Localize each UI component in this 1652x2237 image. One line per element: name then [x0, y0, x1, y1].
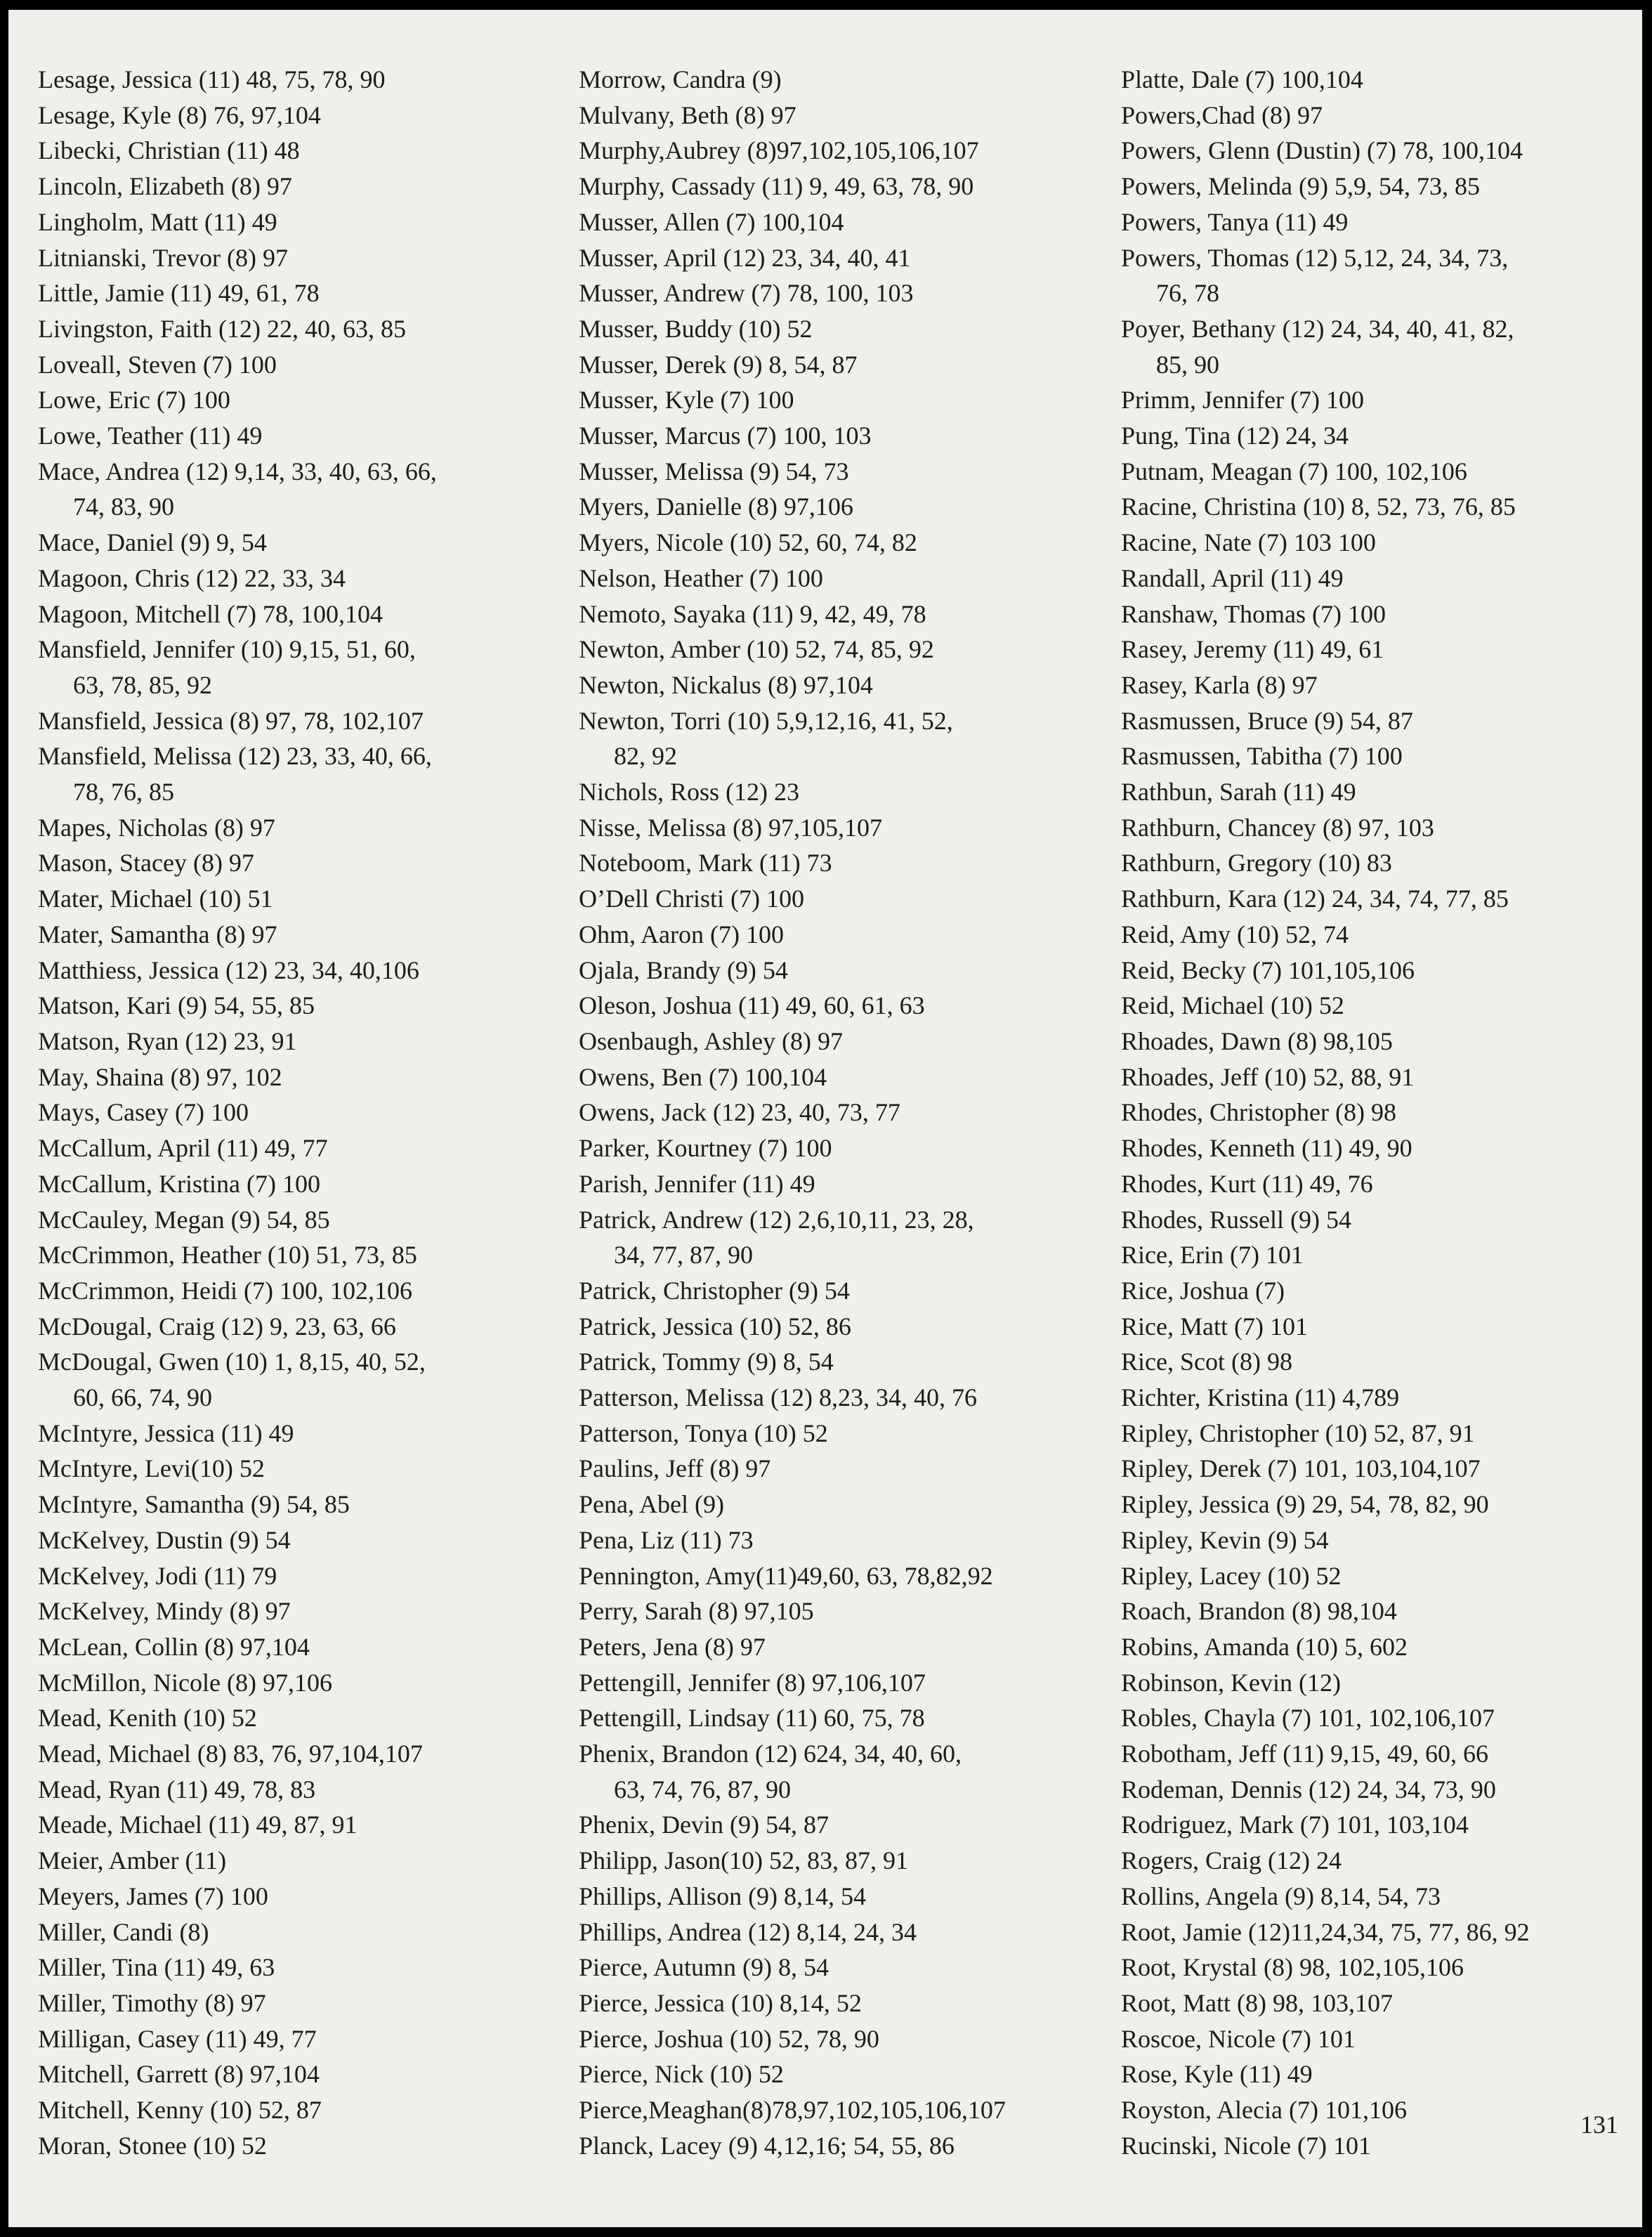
index-entry: Nisse, Melissa (8) 97,105,107: [579, 813, 882, 842]
index-entry: Litnianski, Trevor (8) 97: [38, 243, 288, 272]
index-entry-continuation: 60, 66, 74, 90: [73, 1383, 212, 1412]
index-entry: Rose, Kyle (11) 49: [1121, 2060, 1313, 2089]
index-entry: Musser, Andrew (7) 78, 100, 103: [579, 279, 914, 308]
index-entry: Mulvany, Beth (8) 97: [579, 100, 796, 129]
index-entry: Ranshaw, Thomas (7) 100: [1121, 599, 1386, 628]
index-entry: Magoon, Chris (12) 22, 33, 34: [38, 563, 346, 592]
index-entry-continuation: 63, 78, 85, 92: [73, 670, 212, 699]
index-entry: Robins, Amanda (10) 5, 602: [1121, 1632, 1408, 1661]
index-entry: Ripley, Jessica (9) 29, 54, 78, 82, 90: [1121, 1490, 1489, 1519]
index-entry: McDougal, Gwen (10) 1, 8,15, 40, 52,: [38, 1348, 426, 1376]
index-entry: Mansfield, Melissa (12) 23, 33, 40, 66,: [38, 742, 432, 771]
index-entry: Pierce, Autumn (9) 8, 54: [579, 1953, 829, 1982]
index-entry: McKelvey, Mindy (8) 97: [38, 1597, 291, 1626]
index-entry: Powers,Chad (8) 97: [1121, 100, 1323, 129]
index-entry: Powers, Tanya (11) 49: [1121, 207, 1349, 236]
index-entry: Root, Krystal (8) 98, 102,105,106: [1121, 1953, 1464, 1982]
index-entry: Newton, Torri (10) 5,9,12,16, 41, 52,: [579, 706, 953, 735]
index-entry: Ripley, Kevin (9) 54: [1121, 1525, 1329, 1554]
index-entry: Nemoto, Sayaka (11) 9, 42, 49, 78: [579, 599, 926, 628]
index-entry: Rhodes, Kenneth (11) 49, 90: [1121, 1134, 1412, 1163]
index-entry: McDougal, Craig (12) 9, 23, 63, 66: [38, 1312, 396, 1341]
index-entry: Mater, Samantha (8) 97: [38, 920, 277, 948]
index-entry-continuation: 74, 83, 90: [73, 493, 174, 521]
index-column-3: [1121, 62, 1627, 2163]
index-entry: Pena, Abel (9): [579, 1490, 724, 1519]
index-entry: Patterson, Tonya (10) 52: [579, 1418, 828, 1447]
index-entry: Randall, April (11) 49: [1121, 563, 1344, 592]
index-entry: Roach, Brandon (8) 98,104: [1121, 1597, 1397, 1626]
index-entry: Noteboom, Mark (11) 73: [579, 849, 832, 878]
index-entry: Rasmussen, Tabitha (7) 100: [1121, 742, 1403, 771]
index-entry: Perry, Sarah (8) 97,105: [579, 1597, 814, 1626]
index-entry: Mapes, Nicholas (8) 97: [38, 813, 275, 842]
index-entry: McCauley, Megan (9) 54, 85: [38, 1205, 330, 1234]
index-entry: Phenix, Devin (9) 54, 87: [579, 1811, 829, 1839]
index-entry: Musser, Marcus (7) 100, 103: [579, 422, 872, 450]
index-entry: Parish, Jennifer (11) 49: [579, 1169, 815, 1198]
index-entry: Miller, Tina (11) 49, 63: [38, 1953, 275, 1982]
index-entry-continuation: 78, 76, 85: [73, 778, 174, 807]
index-entry: Ohm, Aaron (7) 100: [579, 920, 784, 948]
index-entry: Matson, Kari (9) 54, 55, 85: [38, 991, 315, 1020]
index-entry: Rasey, Karla (8) 97: [1121, 670, 1318, 699]
index-entry: Parker, Kourtney (7) 100: [579, 1134, 832, 1163]
index-entry: Owens, Ben (7) 100,104: [579, 1062, 827, 1091]
index-entry: Rhodes, Russell (9) 54: [1121, 1205, 1351, 1234]
index-entry: McCallum, April (11) 49, 77: [38, 1134, 328, 1163]
index-entry: Newton, Amber (10) 52, 74, 85, 92: [579, 635, 934, 664]
index-entry: Rathburn, Kara (12) 24, 34, 74, 77, 85: [1121, 885, 1509, 913]
index-entry: Root, Matt (8) 98, 103,107: [1121, 1988, 1393, 2017]
index-entry: Pierce, Jessica (10) 8,14, 52: [579, 1988, 862, 2017]
index-entry: Musser, Kyle (7) 100: [579, 386, 794, 415]
index-entry: Livingston, Faith (12) 22, 40, 63, 85: [38, 314, 406, 343]
index-page: [8, 10, 1642, 2227]
index-entry: Rucinski, Nicole (7) 101: [1121, 2131, 1371, 2160]
index-entry: Reid, Michael (10) 52: [1121, 991, 1344, 1020]
index-entry: Rollins, Angela (9) 8,14, 54, 73: [1121, 1881, 1441, 1910]
index-entry-continuation: 63, 74, 76, 87, 90: [614, 1775, 791, 1804]
index-column-2: [579, 62, 1106, 2163]
index-entry: Miller, Timothy (8) 97: [38, 1988, 266, 2017]
index-entry: Little, Jamie (11) 49, 61, 78: [38, 279, 320, 308]
index-entry: Robles, Chayla (7) 101, 102,106,107: [1121, 1704, 1495, 1733]
index-column-1: [38, 62, 558, 2163]
index-entry: Patrick, Christopher (9) 54: [579, 1276, 850, 1305]
index-entry: Pung, Tina (12) 24, 34: [1121, 422, 1349, 450]
index-entry: Philipp, Jason(10) 52, 83, 87, 91: [579, 1846, 909, 1875]
index-entry: Mace, Daniel (9) 9, 54: [38, 528, 267, 557]
index-entry: Rodriguez, Mark (7) 101, 103,104: [1121, 1811, 1469, 1839]
index-entry: Poyer, Bethany (12) 24, 34, 40, 41, 82,: [1121, 314, 1514, 343]
index-entry: Rhoades, Dawn (8) 98,105: [1121, 1026, 1393, 1055]
index-entry: McCrimmon, Heidi (7) 100, 102,106: [38, 1276, 412, 1305]
index-entry: McCrimmon, Heather (10) 51, 73, 85: [38, 1241, 417, 1270]
index-entry: Phillips, Andrea (12) 8,14, 24, 34: [579, 1917, 917, 1946]
index-entry: Morrow, Candra (9): [579, 65, 782, 93]
index-entry: Pierce, Joshua (10) 52, 78, 90: [579, 2024, 879, 2053]
index-entry: Root, Jamie (12)11,24,34, 75, 77, 86, 92: [1121, 1917, 1530, 1946]
index-entry: Putnam, Meagan (7) 100, 102,106: [1121, 457, 1467, 485]
index-entry: Powers, Melinda (9) 5,9, 54, 73, 85: [1121, 172, 1480, 201]
index-entry: Royston, Alecia (7) 101,106: [1121, 2096, 1407, 2125]
index-entry: Mansfield, Jennifer (10) 9,15, 51, 60,: [38, 635, 416, 664]
index-entry: Mead, Michael (8) 83, 76, 97,104,107: [38, 1740, 423, 1768]
index-entry: Primm, Jennifer (7) 100: [1121, 386, 1364, 415]
index-entry: Owens, Jack (12) 23, 40, 73, 77: [579, 1098, 900, 1127]
index-entry: Nichols, Ross (12) 23: [579, 778, 799, 807]
index-entry: Lesage, Jessica (11) 48, 75, 78, 90: [38, 65, 386, 93]
index-entry: McKelvey, Dustin (9) 54: [38, 1525, 291, 1554]
index-entry: Lowe, Eric (7) 100: [38, 386, 230, 415]
index-entry-continuation: 34, 77, 87, 90: [614, 1241, 753, 1270]
index-entry: Rasmussen, Bruce (9) 54, 87: [1121, 706, 1413, 735]
index-entry: Meier, Amber (11): [38, 1846, 227, 1875]
index-entry: Mead, Ryan (11) 49, 78, 83: [38, 1775, 316, 1804]
index-entry: Rhoades, Jeff (10) 52, 88, 91: [1121, 1062, 1415, 1091]
index-entry: Robinson, Kevin (12): [1121, 1668, 1341, 1697]
index-entry: Patrick, Andrew (12) 2,6,10,11, 23, 28,: [579, 1205, 974, 1234]
index-entry: Osenbaugh, Ashley (8) 97: [579, 1026, 843, 1055]
index-entry: Planck, Lacey (9) 4,12,16; 54, 55, 86: [579, 2131, 955, 2160]
index-entry: Patterson, Melissa (12) 8,23, 34, 40, 76: [579, 1383, 977, 1412]
index-entry: Rathburn, Gregory (10) 83: [1121, 849, 1392, 878]
index-entry: Pettengill, Lindsay (11) 60, 75, 78: [579, 1704, 925, 1733]
index-entry: McIntyre, Levi(10) 52: [38, 1454, 265, 1483]
index-entry: Richter, Kristina (11) 4,789: [1121, 1383, 1400, 1412]
index-entry: Mitchell, Kenny (10) 52, 87: [38, 2096, 322, 2125]
index-entry: Musser, Melissa (9) 54, 73: [579, 457, 849, 485]
index-entry: McIntyre, Jessica (11) 49: [38, 1418, 294, 1447]
index-entry: Ripley, Lacey (10) 52: [1121, 1561, 1342, 1590]
index-entry: Pettengill, Jennifer (8) 97,106,107: [579, 1668, 926, 1697]
index-entry: Ripley, Derek (7) 101, 103,104,107: [1121, 1454, 1481, 1483]
index-entry: Patrick, Jessica (10) 52, 86: [579, 1312, 851, 1341]
index-entry: Moran, Stonee (10) 52: [38, 2131, 267, 2160]
index-entry: Mater, Michael (10) 51: [38, 885, 273, 913]
index-entry: Musser, Allen (7) 100,104: [579, 207, 844, 236]
index-entry: Mitchell, Garrett (8) 97,104: [38, 2060, 320, 2089]
index-entry: Racine, Christina (10) 8, 52, 73, 76, 85: [1121, 493, 1516, 521]
index-entry: McIntyre, Samantha (9) 54, 85: [38, 1490, 350, 1519]
index-entry: Oleson, Joshua (11) 49, 60, 61, 63: [579, 991, 925, 1020]
index-entry: Lingholm, Matt (11) 49: [38, 207, 277, 236]
index-entry: Myers, Nicole (10) 52, 60, 74, 82: [579, 528, 917, 557]
index-entry: May, Shaina (8) 97, 102: [38, 1062, 282, 1091]
index-entry: Meyers, James (7) 100: [38, 1881, 268, 1910]
index-entry: Musser, April (12) 23, 34, 40, 41: [579, 243, 911, 272]
index-entry-continuation: 76, 78: [1156, 279, 1219, 308]
index-entry: Rhodes, Christopher (8) 98: [1121, 1098, 1396, 1127]
index-entry: Murphy,Aubrey (8)97,102,105,106,107: [579, 136, 979, 165]
index-entry: Myers, Danielle (8) 97,106: [579, 493, 853, 521]
index-entry: Powers, Glenn (Dustin) (7) 78, 100,104: [1121, 136, 1523, 165]
index-entry-continuation: 85, 90: [1156, 350, 1219, 379]
index-entry: O’Dell Christi (7) 100: [579, 885, 804, 913]
index-entry: Rathburn, Chancey (8) 97, 103: [1121, 813, 1434, 842]
index-entry: Nelson, Heather (7) 100: [579, 563, 823, 592]
index-entry: Libecki, Christian (11) 48: [38, 136, 300, 165]
index-entry: McLean, Collin (8) 97,104: [38, 1632, 310, 1661]
index-entry: Matthiess, Jessica (12) 23, 34, 40,106: [38, 956, 419, 984]
index-entry: Ojala, Brandy (9) 54: [579, 956, 788, 984]
index-entry: Musser, Derek (9) 8, 54, 87: [579, 350, 858, 379]
index-entry: Lesage, Kyle (8) 76, 97,104: [38, 100, 321, 129]
index-entry: Pierce, Nick (10) 52: [579, 2060, 784, 2089]
index-entry: Musser, Buddy (10) 52: [579, 314, 813, 343]
index-entry: Ripley, Christopher (10) 52, 87, 91: [1121, 1418, 1475, 1447]
index-entry: Magoon, Mitchell (7) 78, 100,104: [38, 599, 383, 628]
index-entry: Rathbun, Sarah (11) 49: [1121, 778, 1356, 807]
index-entry: Pennington, Amy(11)49,60, 63, 78,82,92: [579, 1561, 993, 1590]
index-entry: Loveall, Steven (7) 100: [38, 350, 277, 379]
index-entry: Phenix, Brandon (12) 624, 34, 40, 60,: [579, 1740, 962, 1768]
index-entry: Murphy, Cassady (11) 9, 49, 63, 78, 90: [579, 172, 974, 201]
index-entry: Lowe, Teather (11) 49: [38, 422, 263, 450]
index-entry: Paulins, Jeff (8) 97: [579, 1454, 771, 1483]
index-entry: Patrick, Tommy (9) 8, 54: [579, 1348, 834, 1376]
index-entry: Milligan, Casey (11) 49, 77: [38, 2024, 317, 2053]
index-entry: Rice, Scot (8) 98: [1121, 1348, 1292, 1376]
index-entry: Mays, Casey (7) 100: [38, 1098, 249, 1127]
index-entry: Rogers, Craig (12) 24: [1121, 1846, 1342, 1875]
index-entry: Mansfield, Jessica (8) 97, 78, 102,107: [38, 706, 424, 735]
index-entry: Reid, Amy (10) 52, 74: [1121, 920, 1349, 948]
index-entry: McCallum, Kristina (7) 100: [38, 1169, 320, 1198]
index-entry: Pena, Liz (11) 73: [579, 1525, 754, 1554]
index-entry: Rice, Erin (7) 101: [1121, 1241, 1304, 1270]
index-entry: Mason, Stacey (8) 97: [38, 849, 254, 878]
index-entry: Powers, Thomas (12) 5,12, 24, 34, 73,: [1121, 243, 1509, 272]
index-entry-continuation: 82, 92: [614, 742, 677, 771]
index-entry: Reid, Becky (7) 101,105,106: [1121, 956, 1415, 984]
index-entry: Platte, Dale (7) 100,104: [1121, 65, 1363, 93]
page-number: 131: [1580, 2111, 1618, 2139]
index-entry: Racine, Nate (7) 103 100: [1121, 528, 1376, 557]
index-entry: Mead, Kenith (10) 52: [38, 1704, 257, 1733]
index-entry: Robotham, Jeff (11) 9,15, 49, 60, 66: [1121, 1740, 1488, 1768]
index-entry: McMillon, Nicole (8) 97,106: [38, 1668, 332, 1697]
index-entry: Mace, Andrea (12) 9,14, 33, 40, 63, 66,: [38, 457, 437, 485]
index-entry: Newton, Nickalus (8) 97,104: [579, 670, 873, 699]
index-entry: Roscoe, Nicole (7) 101: [1121, 2024, 1356, 2053]
index-entry: Lincoln, Elizabeth (8) 97: [38, 172, 292, 201]
index-entry: Matson, Ryan (12) 23, 91: [38, 1026, 297, 1055]
index-entry: Phillips, Allison (9) 8,14, 54: [579, 1881, 867, 1910]
index-entry: McKelvey, Jodi (11) 79: [38, 1561, 277, 1590]
index-entry: Pierce,Meaghan(8)78,97,102,105,106,107: [579, 2096, 1006, 2125]
index-entry: Rasey, Jeremy (11) 49, 61: [1121, 635, 1384, 664]
index-entry: Rice, Matt (7) 101: [1121, 1312, 1308, 1341]
index-entry: Meade, Michael (11) 49, 87, 91: [38, 1811, 358, 1839]
index-entry: Rodeman, Dennis (12) 24, 34, 73, 90: [1121, 1775, 1496, 1804]
index-entry: Rhodes, Kurt (11) 49, 76: [1121, 1169, 1373, 1198]
index-entry: Miller, Candi (8): [38, 1917, 209, 1946]
index-entry: Rice, Joshua (7): [1121, 1276, 1285, 1305]
index-entry: Peters, Jena (8) 97: [579, 1632, 766, 1661]
